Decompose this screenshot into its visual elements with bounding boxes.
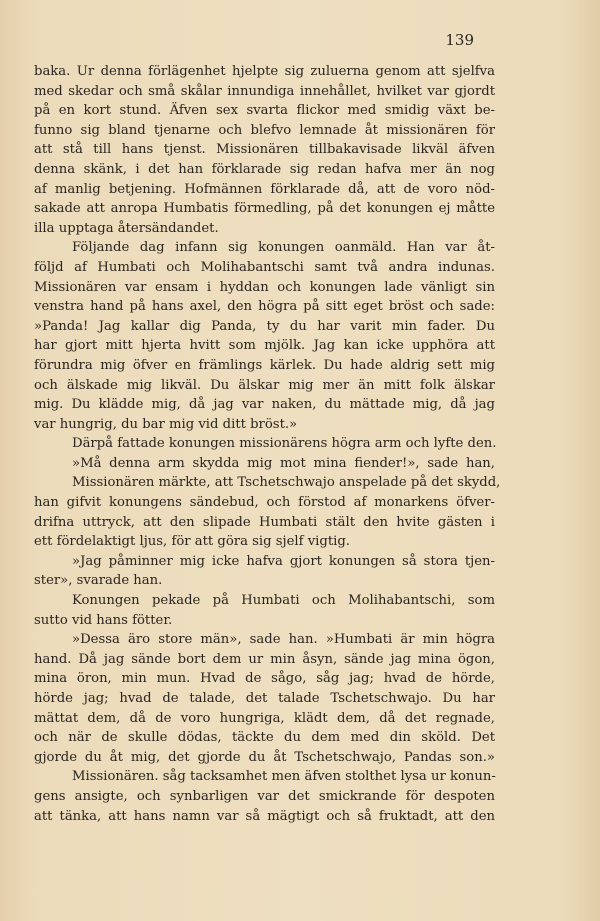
text-line: mättat dem, då de voro hungriga, klädt dem, då det regnade,: [34, 710, 495, 726]
text-line: på en kort stund. Äfven sex svarta flickor med smidig växt be-: [34, 103, 495, 119]
text-line: hand. Då jag sände bort dem ur min åsyn, sände jag mina ögon,: [34, 651, 495, 667]
text-line: Missionären. såg tacksamhet men äfven stolthet lysa ur konun-: [72, 769, 496, 785]
text-line: mig. Du klädde mig, då jag var naken, du mättade mig, då jag: [34, 397, 495, 413]
body-text: [34, 62, 501, 826]
text-line: följd af Humbati och Molihabantschi samt två andra indunas.: [34, 259, 495, 275]
text-line: illa upptaga återsändandet.: [34, 220, 219, 236]
text-line: ster», svarade han.: [34, 573, 163, 589]
text-line: Missionären var ensam i hyddan och konungen lade vänligt sin: [34, 279, 495, 295]
text-line: mina öron, min mun. Hvad de sågo, såg jag; hvad de hörde,: [34, 671, 495, 687]
text-line: att tänka, att hans namn var så mägtigt och så fruktadt, att den: [34, 808, 495, 824]
text-line: med skedar och små skålar innundiga innehållet, hvilket var gjordt: [34, 83, 495, 99]
text-line: gens ansigte, och synbarligen var det smickrande för despoten: [34, 788, 495, 804]
text-line: han gifvit konungens sändebud, och förstod af monarkens öfver-: [34, 495, 495, 511]
text-line: drifna uttryck, att den slipade Humbati stält den hvite gästen i: [34, 514, 495, 530]
text-line: Missionären märkte, att Tschetschwajo anspelade på det skydd,: [72, 475, 501, 491]
text-line: gjorde du åt mig, det gjorde du åt Tschetschwajo, Pandas son.»: [34, 749, 495, 765]
text-line: af manlig betjening. Hofmännen förklarade då, att de voro nöd-: [34, 181, 495, 197]
text-line: »Jag påminner mig icke hafva gjort konungen så stora tjen-: [72, 553, 495, 569]
text-line: venstra hand på hans axel, den högra på sitt eget bröst och sade:: [34, 299, 495, 315]
text-line: sakade att anropa Humbatis förmedling, på det konungen ej måtte: [34, 201, 495, 217]
text-line: »Panda! Jag kallar dig Panda, ty du har varit min fader. Du: [34, 318, 495, 334]
text-line: hörde jag; hvad de talade, det talade Tschetschwajo. Du har: [34, 691, 495, 706]
text-line: förundra mig öfver en främlings kärlek. Du hade aldrig sett mig: [34, 357, 495, 373]
text-line: och älskade mig likväl. Du älskar mig mer än mitt folk älskar: [34, 377, 495, 393]
text-line: denna skänk, i det han förklarade sig redan hafva mer än nog: [34, 161, 495, 177]
text-line: har gjort mitt hjerta hvitt som mjölk. Jag kan icke upphöra att: [34, 338, 495, 354]
text-line: ett fördelaktigt ljus, för att göra sig sjelf vigtig.: [34, 534, 350, 550]
text-line: Därpå fattade konungen missionärens högra arm och lyfte den.: [72, 436, 497, 452]
text-line: sutto vid hans fötter.: [34, 612, 173, 628]
text-line: och när de skulle dödas, täckte du dem med din sköld. Det: [34, 730, 495, 746]
text-line: var hungrig, du bar mig vid ditt bröst.»: [34, 416, 298, 432]
text-line: Följande dag infann sig konungen oanmäld. Han var åt-: [72, 240, 495, 256]
text-line: »Må denna arm skydda mig mot mina fiender!», sade han,: [72, 455, 495, 471]
text-line: Konungen pekade på Humbati och Molihabantschi, som: [72, 593, 495, 609]
text-line: »Dessa äro store män», sade han. »Humbati är min högra: [72, 632, 495, 648]
page-number: 139: [445, 31, 474, 49]
text-line: att stå till hans tjenst. Missionären tillbakavisade likväl äfven: [34, 142, 495, 158]
text-line: baka. Ur denna förlägenhet hjelpte sig zuluerna genom att sjelfva: [34, 64, 495, 79]
text-line: funno sig bland tjenarne och blefvo lemnade åt missionären för: [34, 122, 495, 138]
